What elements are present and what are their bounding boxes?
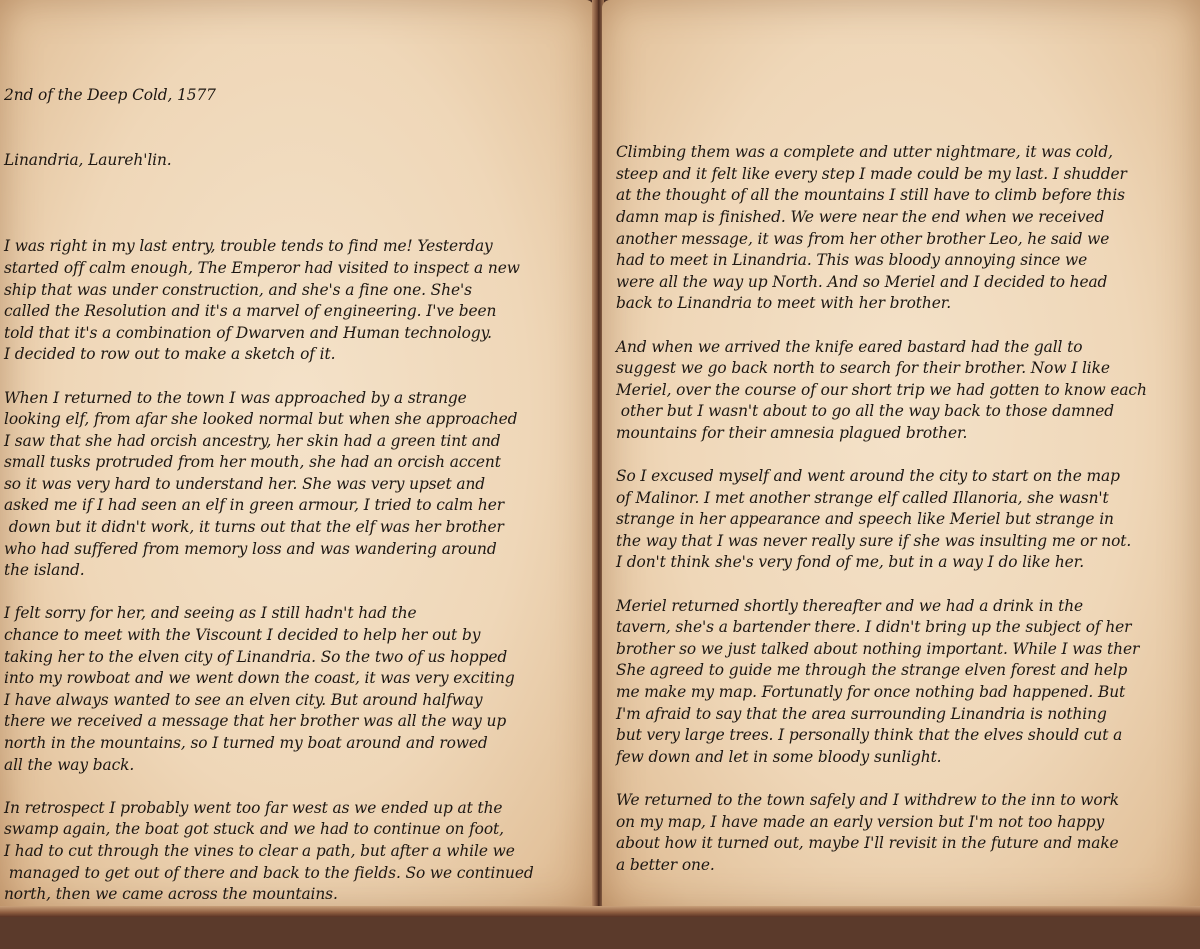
right-paragraphs <box>616 142 1147 876</box>
text-line: Meriel returned shortly thereafter and we had a drink in the <box>616 596 1084 615</box>
text-line: So I excused myself and went around the city to start on the map <box>616 467 1120 486</box>
text-line: the way that I was never really sure if she was insulting me or not. <box>616 531 1132 550</box>
text-line: there we received a message that her brother was all the way up <box>4 712 507 731</box>
text-line: had to meet in Linandria. This was bloody annoying since we <box>616 251 1088 270</box>
journal-paragraph <box>616 142 1147 315</box>
text-line: back to Linandria to meet with her brother. <box>616 294 952 313</box>
text-line: me make my map. Fortunatly for once nothing bad happened. But <box>616 683 1126 702</box>
text-line: about how it turned out, maybe I'll revisit in the future and make <box>616 834 1119 853</box>
text-line: all the way back. <box>4 755 135 774</box>
journal-paragraph <box>4 388 534 582</box>
text-line: of Malinor. I met another strange elf called Illanoria, she wasn't <box>616 488 1109 507</box>
journal-paragraph <box>4 603 534 776</box>
text-line: other but I wasn't about to go all the way back to those damned <box>616 402 1115 421</box>
text-line: asked me if I had seen an elf in green armour, I tried to calm her <box>4 496 505 515</box>
text-line: a better one. <box>616 855 715 874</box>
text-line: called the Resolution and it's a marvel of engineering. I've been <box>4 302 497 321</box>
text-line: chance to meet with the Viscount I decided to help her out by <box>4 626 481 645</box>
text-line: suggest we go back north to search for their brother. Now I like <box>616 359 1110 378</box>
text-line: She agreed to guide me through the strange elven forest and help <box>616 661 1128 680</box>
text-line: I was right in my last entry, trouble tends to find me! Yesterday <box>4 237 493 256</box>
text-line: but very large trees. I personally think that the elves should cut a <box>616 726 1123 745</box>
text-line: steep and it felt like every step I made could be my last. I shudder <box>616 164 1127 183</box>
text-line: swamp again, the boat got stuck and we had to continue on foot, <box>4 820 504 839</box>
text-line: who had suffered from memory loss and was wandering around <box>4 539 497 558</box>
text-line: told that it's a combination of Dwarven and Human technology. <box>4 323 492 342</box>
text-line: on my map, I have made an early version but I'm not too happy <box>616 812 1105 831</box>
left-paragraphs <box>4 215 534 906</box>
paragraph-gap <box>4 776 534 798</box>
left-page <box>0 0 594 912</box>
text-line: strange in her appearance and speech like Meriel but strange in <box>616 510 1114 529</box>
text-line: damn map is finished. We were near the end when we received <box>616 207 1105 226</box>
journal-paragraph <box>4 236 534 366</box>
text-line: brother so we just talked about nothing important. While I was ther <box>616 639 1140 658</box>
text-line: In retrospect I probably went too far west as we ended up at the <box>4 798 503 817</box>
journal-paragraph <box>616 466 1147 574</box>
text-line: looking elf, from afar she looked normal but when she approached <box>4 410 518 429</box>
left-page-text <box>4 42 534 949</box>
journal-paragraph <box>616 337 1147 445</box>
text-line: I felt sorry for her, and seeing as I still hadn't had the <box>4 604 417 623</box>
text-line: the island. <box>4 561 85 580</box>
text-line: at the thought of all the mountains I still have to climb before this <box>616 186 1125 205</box>
text-line: I had to cut through the vines to clear a path, but after a while we <box>4 841 515 860</box>
text-line: ship that was under construction, and she's a fine one. She's <box>4 280 472 299</box>
text-line: I saw that she had orcish ancestry, her skin had a green tint and <box>4 431 501 450</box>
text-line: mountains for their amnesia plagued brother. <box>616 423 968 442</box>
text-line: When I returned to the town I was approached by a strange <box>4 388 467 407</box>
text-line: into my rowboat and we went down the coast, it was very exciting <box>4 669 515 688</box>
journal-paragraph <box>4 798 534 906</box>
paragraph-gap <box>4 582 534 604</box>
paragraph-gap <box>4 215 534 237</box>
text-line: north in the mountains, so I turned my boat around and rowed <box>4 734 488 752</box>
paragraph-gap <box>4 366 534 388</box>
text-line: few down and let in some bloody sunlight. <box>616 747 942 766</box>
text-line: another message, it was from her other brother Leo, he said we <box>616 229 1110 248</box>
text-line: down but it didn't work, it turns out that the elf was her brother <box>4 518 504 537</box>
journal-paragraph <box>616 596 1147 769</box>
page-bottom-edge <box>0 906 1200 917</box>
paragraph-gap <box>616 315 1147 337</box>
entry-location: Linandria, Laureh'lin. <box>4 150 172 169</box>
text-line: taking her to the elven city of Linandria. So the two of us hopped <box>4 647 508 666</box>
text-line: north, then we came across the mountains. <box>4 885 338 904</box>
right-page-text <box>616 99 1147 920</box>
paragraph-gap <box>616 768 1147 790</box>
text-line: We returned to the town safely and I withdrew to the inn to work <box>616 791 1120 809</box>
journal-paragraph <box>616 790 1147 876</box>
text-line: I have always wanted to see an elven city. But around halfway <box>4 690 483 709</box>
text-line: started off calm enough, The Emperor had visited to inspect a new <box>4 258 520 277</box>
text-line: were all the way up North. And so Meriel and I decided to head <box>616 272 1108 291</box>
paragraph-gap <box>616 574 1147 596</box>
text-line: I decided to row out to make a sketch of it. <box>4 345 336 364</box>
text-line: I'm afraid to say that the area surrounding Linandria is nothing <box>616 704 1107 723</box>
paragraph-gap <box>616 445 1147 467</box>
text-line: tavern, she's a bartender there. I didn't bring up the subject of her <box>616 618 1132 637</box>
text-line: And when we arrived the knife eared bastard had the gall to <box>616 337 1083 356</box>
right-page <box>602 0 1200 912</box>
text-line: Climbing them was a complete and utter nightmare, it was cold, <box>616 143 1113 162</box>
text-line: I don't think she's very fond of me, but in a way I do like her. <box>616 553 1085 572</box>
text-line: managed to get out of there and back to the fields. So we continued <box>4 863 534 882</box>
text-line: so it was very hard to understand her. She was very upset and <box>4 474 486 493</box>
text-line: small tusks protruded from her mouth, she had an orcish accent <box>4 453 501 472</box>
entry-date: 2nd of the Deep Cold, 1577 <box>4 86 216 105</box>
text-line: Meriel, over the course of our short trip we had gotten to know each <box>616 380 1147 399</box>
